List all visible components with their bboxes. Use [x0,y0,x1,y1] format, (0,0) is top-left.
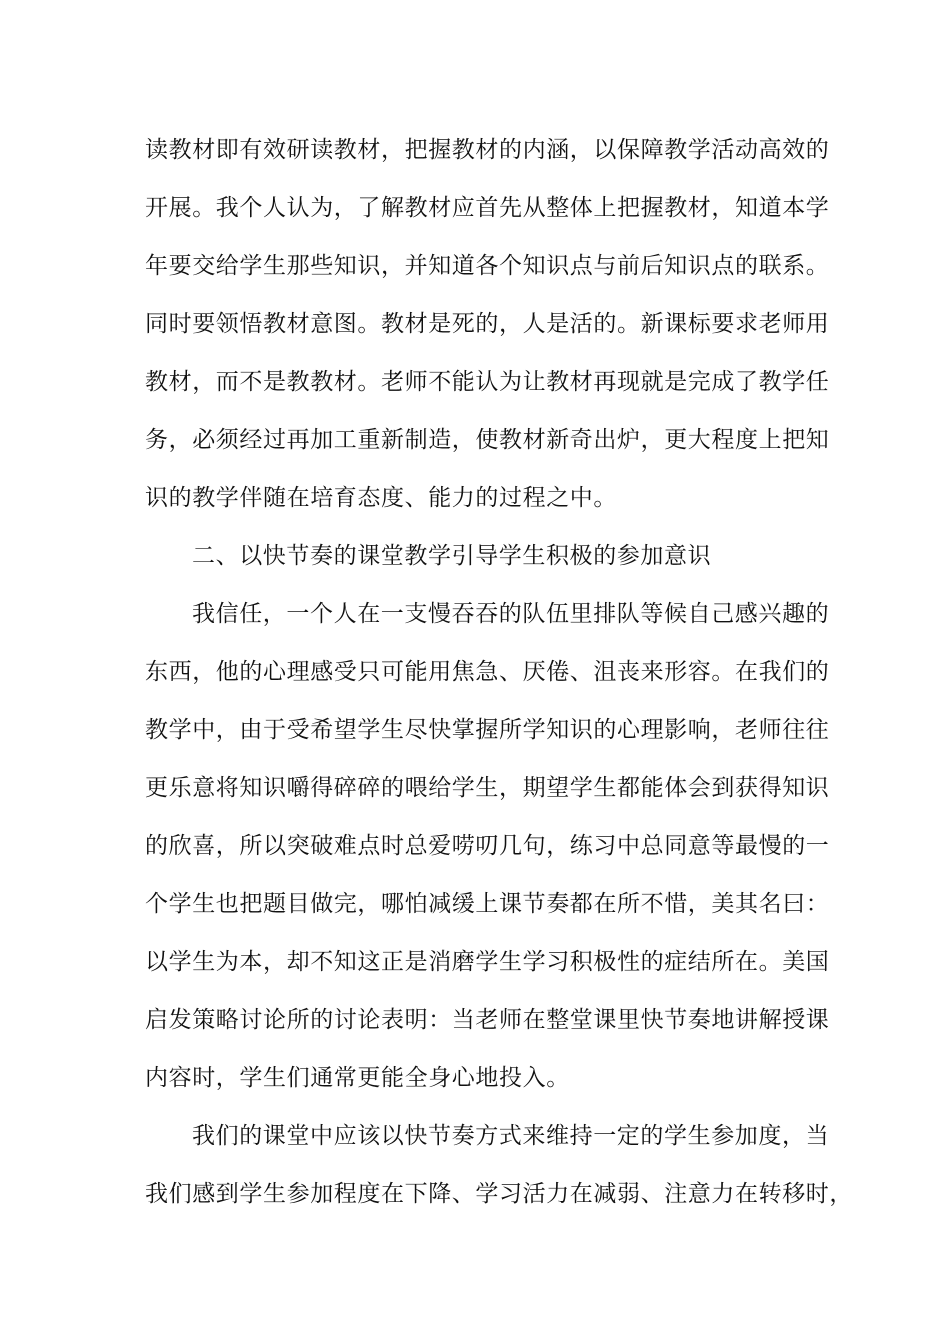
paragraph-line: 年要交给学生那些知识，并知道各个知识点与前后知识点的联系。 [145,253,830,279]
paragraph-line: 识的教学伴随在培育态度、能力的过程之中。 [145,485,617,511]
paragraph-line: 教材，而不是教教材。老师不能认为让教材再现就是完成了教学任 [145,369,830,395]
paragraph-line: 我信任，一个人在一支慢吞吞的队伍里排队等候自己感兴趣的 [192,601,830,627]
paragraph-line: 以学生为本，却不知这正是消磨学生学习积极性的症结所在。美国 [145,949,830,975]
paragraph-line: 开展。我个人认为，了解教材应首先从整体上把握教材，知道本学 [145,195,830,221]
paragraph-line: 个学生也把题目做完，哪怕减缓上课节奏都在所不惜，美其名曰： [145,891,830,917]
paragraph-line: 教学中，由于受希望学生尽快掌握所学知识的心理影响，老师往往 [145,717,830,743]
paragraph-line: 的欣喜，所以突破难点时总爱唠叨几句，练习中总同意等最慢的一 [145,833,830,859]
paragraph-line: 内容时，学生们通常更能全身心地投入。 [145,1065,570,1091]
paragraph-line: 同时要领悟教材意图。教材是死的，人是活的。新课标要求老师用 [145,311,830,337]
paragraph-line: 东西，他的心理感受只可能用焦急、厌倦、沮丧来形容。在我们的 [145,659,830,685]
paragraph-line: 更乐意将知识嚼得碎碎的喂给学生，期望学生都能体会到获得知识 [145,775,830,801]
paragraph-line: 读教材即有效研读教材，把握教材的内涵，以保障教学活动高效的 [145,137,830,163]
paragraph-line: 启发策略讨论所的讨论表明：当老师在整堂课里快节奏地讲解授课 [145,1007,830,1033]
section-heading: 二、以快节奏的课堂教学引导学生积极的参加意识 [192,543,712,569]
paragraph-line: 我们的课堂中应该以快节奏方式来维持一定的学生参加度，当 [192,1123,830,1149]
paragraph-line: 我们感到学生参加程度在下降、学习活力在减弱、注意力在转移时， [145,1181,853,1207]
paragraph-line: 务，必须经过再加工重新制造，使教材新奇出炉，更大程度上把知 [145,427,830,453]
